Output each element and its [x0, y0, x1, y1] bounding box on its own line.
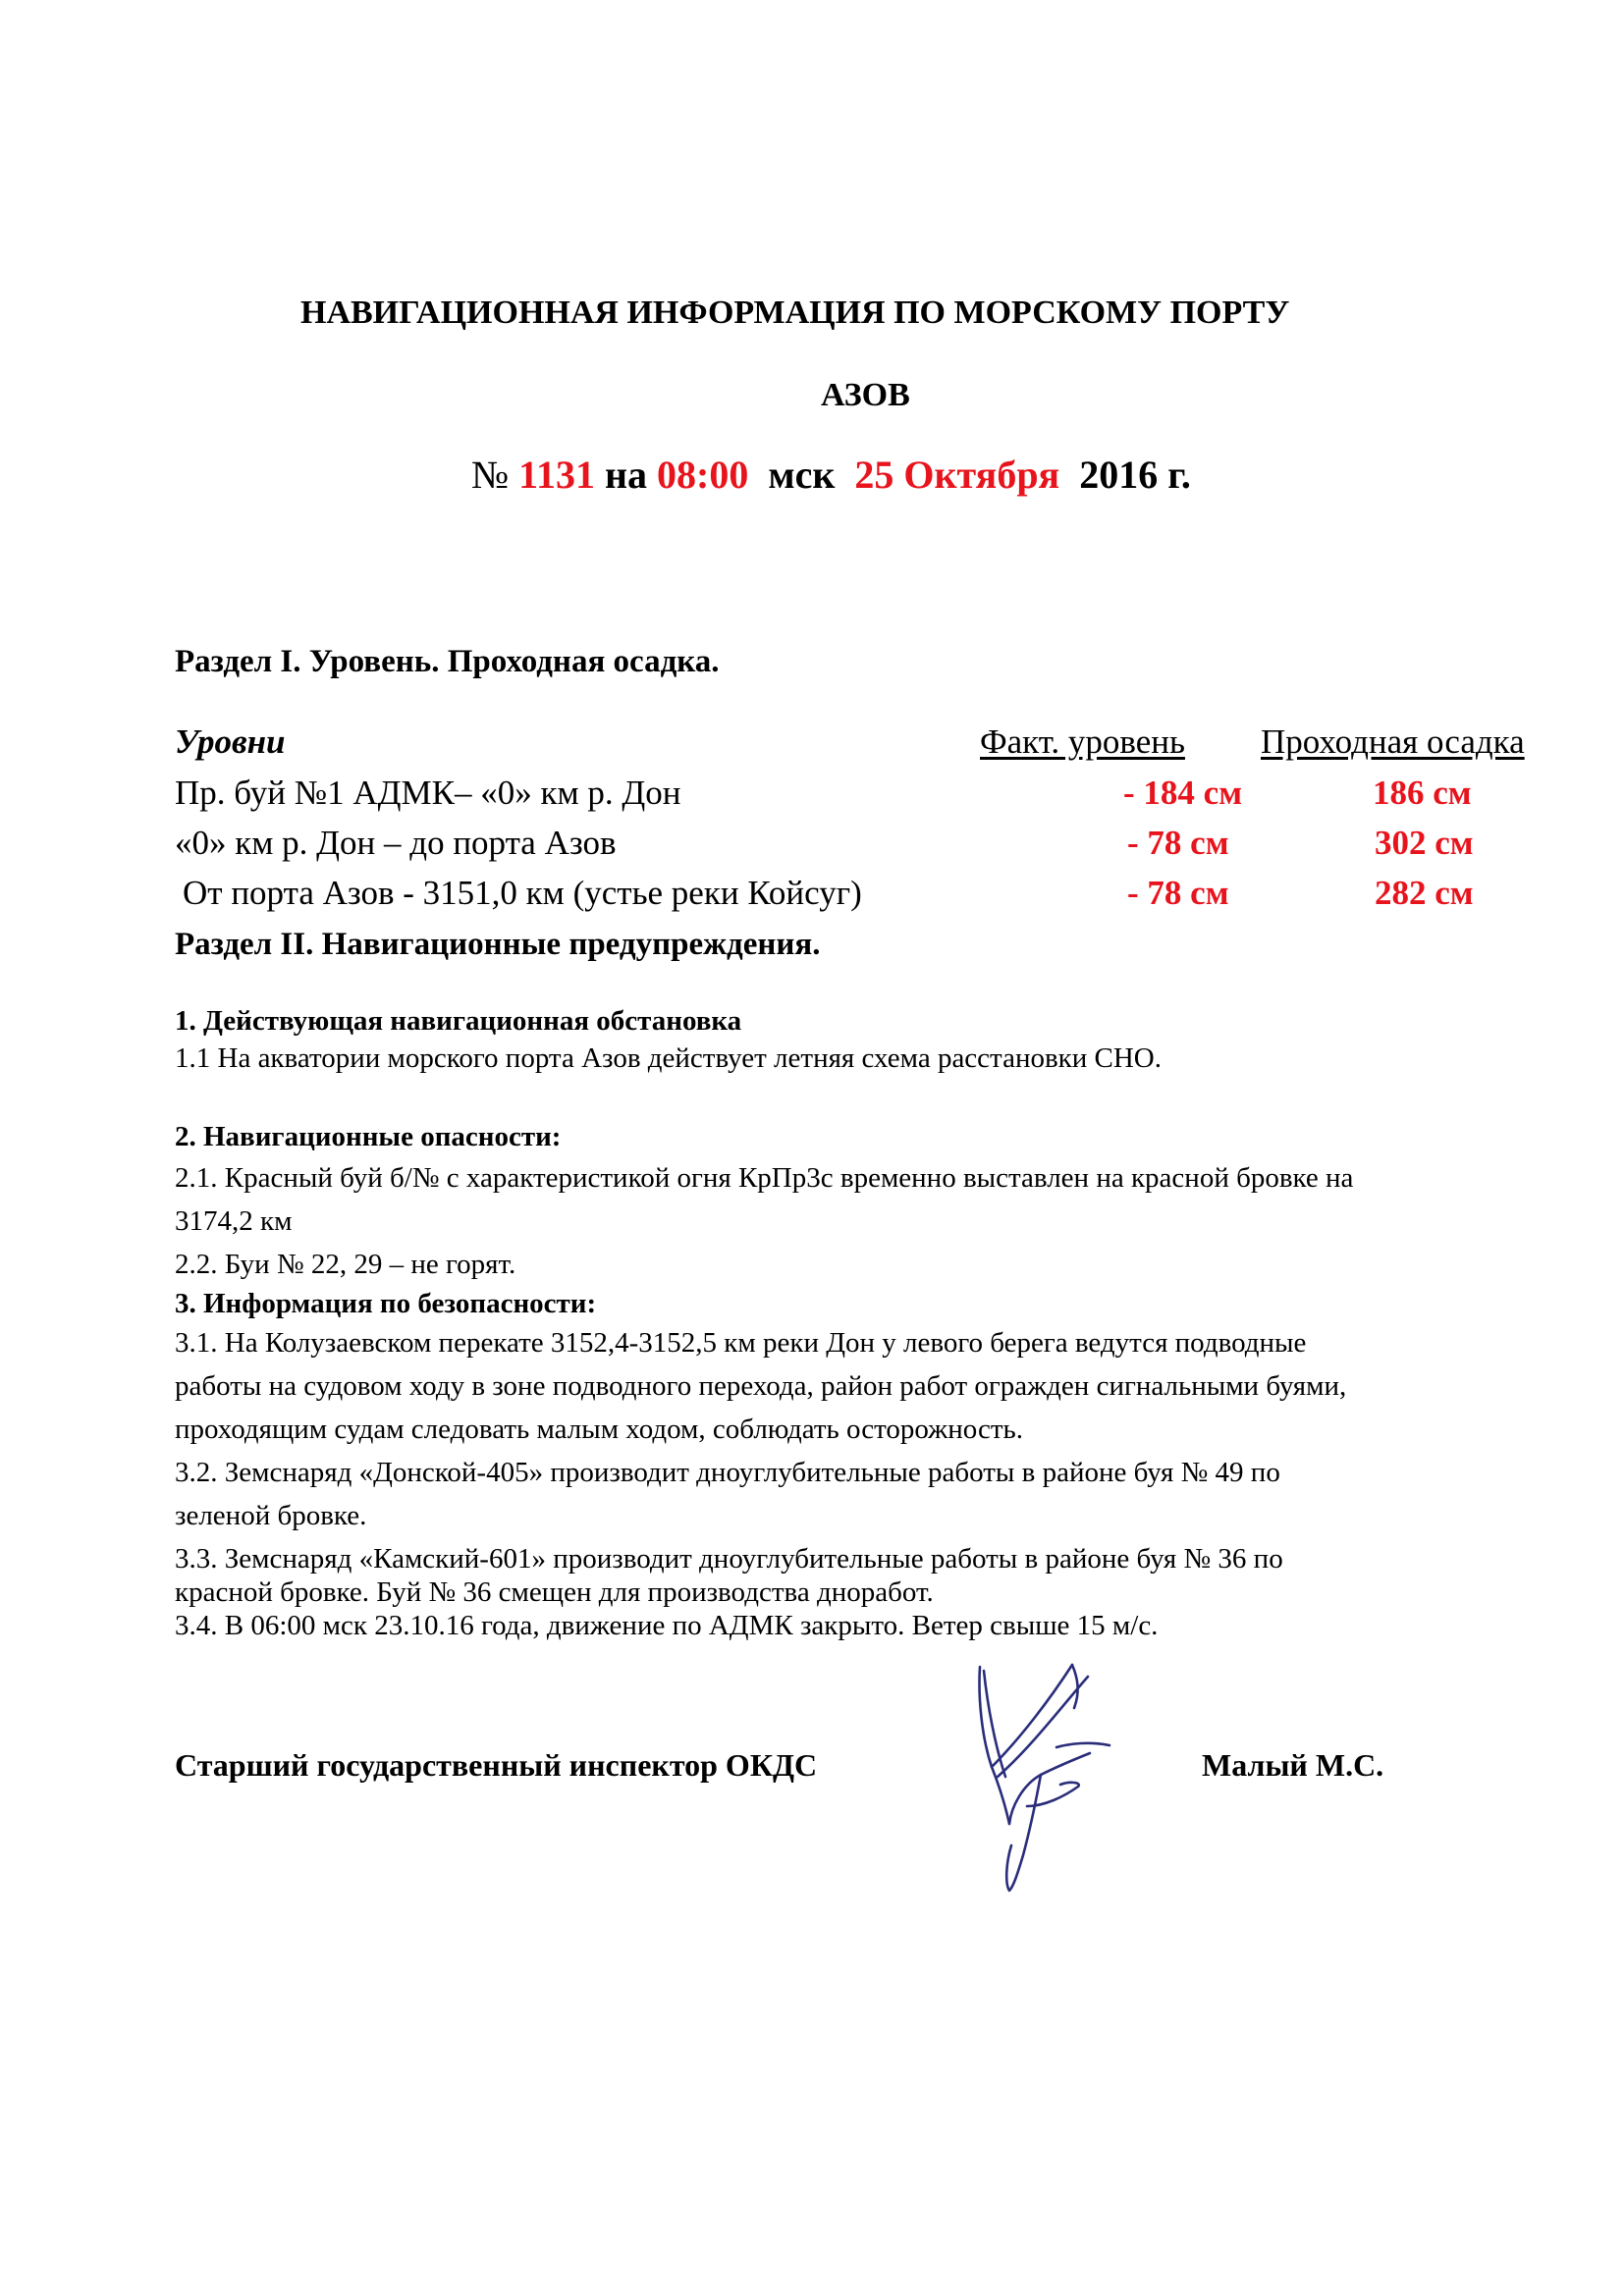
subsection3-item: 3.1. На Колузаевском перекате 3152,4-3152,5 км реки Дон у левого берега ведутся подводные — [175, 1327, 1307, 1359]
subsection3-item: 3.4. В 06:00 мск 23.10.16 года, движение по АДМК закрыто. Ветер свыше 15 м/с. — [175, 1610, 1159, 1641]
subsection2-title: 2. Навигационные опасности: — [175, 1121, 562, 1152]
subsection2-item: 2.1. Красный буй б/№ с характеристикой огня КрПр3с временно выставлен на красной бровке на — [175, 1162, 1354, 1194]
level-row-fact: - 78 см — [1127, 874, 1229, 912]
handwritten-signature — [962, 1659, 1139, 1895]
subsection3-item: 3.3. Земснаряд «Камский-601» производит дноуглубительные работы в районе буя № 36 по — [175, 1543, 1283, 1575]
document-title-line2: АЗОВ — [821, 377, 910, 413]
subsection3-item: проходящим судам следовать малым ходом, соблюдать осторожность. — [175, 1414, 1023, 1445]
subsection3-item: 3.2. Земснаряд «Донской-405» производит дноуглубительные работы в районе буя № 49 по — [175, 1457, 1280, 1488]
bulletin-year: 2016 г. — [1079, 453, 1191, 497]
subsection1-title: 1. Действующая навигационная обстановка — [175, 1005, 742, 1037]
subsection3-item: работы на судовом ходу в зоне подводного перехода, район работ огражден сигнальными буями, — [175, 1370, 1347, 1402]
section2-title: Раздел II. Навигационные предупреждения. — [175, 927, 821, 962]
bulletin-number: 1131 — [518, 453, 595, 497]
at-word: на — [604, 453, 648, 497]
level-row-draft: 282 см — [1375, 874, 1474, 912]
subsection3-item: красной бровке. Буй № 36 смещен для производства дноработ. — [175, 1576, 934, 1608]
level-row-name: От порта Азов - 3151,0 км (устье реки Койсуг) — [183, 874, 862, 912]
fact-level-column-header: Факт. уровень — [980, 722, 1185, 761]
subsection3-item: зеленой бровке. — [175, 1500, 367, 1531]
level-row-name: Пр. буй №1 АДМК– «0» км р. Дон — [175, 774, 681, 812]
bulletin-number-line — [471, 452, 1191, 498]
subsection2-item: 3174,2 км — [175, 1205, 293, 1237]
timezone: мск — [768, 453, 836, 497]
section1-title: Раздел I. Уровень. Проходная осадка. — [175, 644, 720, 679]
level-row-name: «0» км р. Дон – до порта Азов — [175, 824, 617, 862]
level-row-fact: - 184 см — [1123, 774, 1243, 812]
document-title-line1: НАВИГАЦИОННАЯ ИНФОРМАЦИЯ ПО МОРСКОМУ ПОРТУ — [300, 294, 1290, 331]
draft-column-header: Проходная осадка — [1261, 722, 1525, 761]
number-prefix: № — [471, 453, 510, 497]
signatory-position: Старший государственный инспектор ОКДС — [175, 1747, 818, 1783]
levels-column-label: Уровни — [175, 722, 286, 761]
bulletin-date: 25 Октября — [854, 453, 1060, 497]
subsection2-item: 2.2. Буи № 22, 29 – не горят. — [175, 1249, 516, 1280]
subsection3-title: 3. Информация по безопасности: — [175, 1288, 597, 1319]
level-row-fact: - 78 см — [1127, 824, 1229, 862]
subsection1-item: 1.1 На акватории морского порта Азов действует летняя схема расстановки СНО. — [175, 1042, 1163, 1074]
level-row-draft: 186 см — [1373, 774, 1472, 812]
bulletin-time: 08:00 — [657, 453, 749, 497]
level-row-draft: 302 см — [1375, 824, 1474, 862]
signatory-name: Малый М.С. — [1202, 1747, 1384, 1783]
